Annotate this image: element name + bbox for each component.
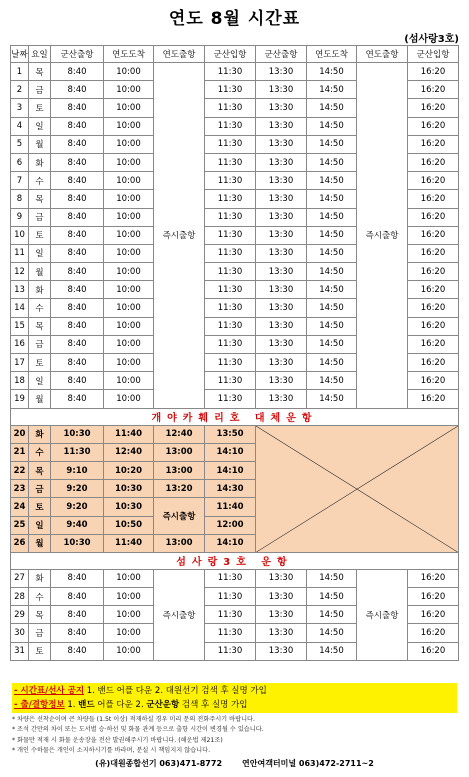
time-cell: 16:20 <box>408 606 459 624</box>
time-cell: 14:50 <box>307 244 357 262</box>
time-cell: 10:00 <box>104 588 154 606</box>
date-cell: 6 <box>11 153 29 171</box>
weekday-cell: 토 <box>29 226 51 244</box>
time-cell: 11:30 <box>205 153 256 171</box>
time-cell: 16:20 <box>408 117 459 135</box>
time-cell: 13:30 <box>256 317 307 335</box>
time-cell: 8:40 <box>51 588 104 606</box>
time-cell: 10:20 <box>104 461 154 479</box>
time-cell: 11:30 <box>205 172 256 190</box>
time-cell: 16:20 <box>408 335 459 353</box>
time-cell: 14:50 <box>307 99 357 117</box>
weekday-cell: 토 <box>29 498 51 516</box>
time-cell: 8:40 <box>51 135 104 153</box>
time-cell: 13:30 <box>256 172 307 190</box>
time-cell: 13:30 <box>256 263 307 281</box>
time-cell: 10:00 <box>104 135 154 153</box>
time-cell: 16:20 <box>408 642 459 660</box>
date-cell: 19 <box>11 390 29 408</box>
time-cell: 10:30 <box>51 425 104 443</box>
time-cell: 8:40 <box>51 569 104 587</box>
time-cell: 11:30 <box>205 190 256 208</box>
section-banner: 섬사랑3호 운항 <box>11 552 459 569</box>
time-cell: 10:00 <box>104 335 154 353</box>
time-cell: 11:30 <box>205 624 256 642</box>
time-cell: 8:40 <box>51 335 104 353</box>
table-header-row <box>11 46 459 63</box>
time-cell: 16:20 <box>408 354 459 372</box>
date-cell: 24 <box>11 498 29 516</box>
time-cell: 8:40 <box>51 624 104 642</box>
time-cell: 9:40 <box>51 516 104 534</box>
notice-text-schedule: 1. 밴드 어플 다운 2. 대원선기 검색 후 실명 가입 <box>84 686 267 696</box>
time-cell: 16:20 <box>408 226 459 244</box>
column-header: 군산출항 <box>51 46 104 63</box>
weekday-cell: 화 <box>29 281 51 299</box>
time-cell: 11:40 <box>104 534 154 552</box>
date-cell: 7 <box>11 172 29 190</box>
time-cell: 10:30 <box>104 480 154 498</box>
time-cell: 11:30 <box>205 208 256 226</box>
time-cell: 8:40 <box>51 317 104 335</box>
time-cell: 16:20 <box>408 135 459 153</box>
time-cell: 8:40 <box>51 172 104 190</box>
date-cell: 8 <box>11 190 29 208</box>
time-cell: 11:30 <box>205 117 256 135</box>
time-cell: 14:50 <box>307 153 357 171</box>
section-banner-row <box>11 552 459 569</box>
note-item: * 차량은 선착순이며 큰 차량들 (1.5t 이상) 적재하실 경우 미리 문의 전화주시기 바랍니다. <box>12 716 255 723</box>
time-cell: 13:30 <box>256 372 307 390</box>
time-cell: 13:30 <box>256 208 307 226</box>
time-cell: 13:30 <box>256 606 307 624</box>
time-cell: 11:30 <box>205 63 256 81</box>
date-cell: 17 <box>11 354 29 372</box>
time-cell: 10:00 <box>104 244 154 262</box>
time-cell: 14:50 <box>307 390 357 408</box>
weekday-cell: 금 <box>29 81 51 99</box>
notice-label-schedule: - 시간표/선사 공지 <box>14 686 85 696</box>
notes <box>12 715 462 757</box>
time-cell: 8:40 <box>51 281 104 299</box>
column-header: 연도도착 <box>307 46 357 63</box>
time-cell: 10:00 <box>104 281 154 299</box>
time-cell: 8:40 <box>51 390 104 408</box>
time-cell: 14:50 <box>307 226 357 244</box>
time-cell: 9:20 <box>51 498 104 516</box>
date-cell: 30 <box>11 624 29 642</box>
time-cell: 14:50 <box>307 569 357 587</box>
time-cell: 16:20 <box>408 208 459 226</box>
time-cell: 11:30 <box>205 588 256 606</box>
time-cell: 14:50 <box>307 172 357 190</box>
time-cell: 11:30 <box>205 226 256 244</box>
time-cell: 8:40 <box>51 372 104 390</box>
cancelled-cross-icon <box>256 426 458 552</box>
time-cell: 16:20 <box>408 569 459 587</box>
page-title: 연도 8월 시간표 <box>168 9 301 29</box>
time-cell: 13:50 <box>205 425 256 443</box>
vessel-name: (섬사랑3호) <box>404 34 459 45</box>
time-cell: 14:50 <box>307 190 357 208</box>
time-cell: 12:00 <box>205 516 256 534</box>
date-cell: 13 <box>11 281 29 299</box>
time-cell: 10:00 <box>104 606 154 624</box>
date-cell: 20 <box>11 425 29 443</box>
weekday-cell: 토 <box>29 354 51 372</box>
date-cell: 11 <box>11 244 29 262</box>
date-cell: 1 <box>11 63 29 81</box>
table-row <box>11 63 459 81</box>
notice-text-mid: 어플 다운 2. <box>94 700 147 710</box>
date-cell: 9 <box>11 208 29 226</box>
time-cell: 9:10 <box>51 461 104 479</box>
notice-line-1 <box>14 684 455 698</box>
weekday-cell: 수 <box>29 443 51 461</box>
date-cell: 3 <box>11 99 29 117</box>
time-cell: 10:00 <box>104 172 154 190</box>
date-cell: 27 <box>11 569 29 587</box>
time-cell: 8:40 <box>51 244 104 262</box>
time-cell: 14:50 <box>307 588 357 606</box>
time-cell: 13:30 <box>256 244 307 262</box>
note-item: * 화물만 적재 시 화물 운송장을 전산 발권해주시기 바랍니다. (해운법 제21조) <box>12 736 223 744</box>
date-cell: 31 <box>11 642 29 660</box>
weekday-cell: 금 <box>29 624 51 642</box>
immediate-departure-cell: 즉시출항 <box>357 569 408 660</box>
time-cell: 13:30 <box>256 99 307 117</box>
date-cell: 4 <box>11 117 29 135</box>
time-cell: 9:20 <box>51 480 104 498</box>
time-cell: 13:30 <box>256 117 307 135</box>
time-cell: 8:40 <box>51 263 104 281</box>
time-cell: 16:20 <box>408 390 459 408</box>
time-cell: 11:30 <box>205 354 256 372</box>
footer-contacts <box>0 758 469 769</box>
time-cell: 11:30 <box>205 244 256 262</box>
weekday-cell: 목 <box>29 190 51 208</box>
weekday-cell: 월 <box>29 390 51 408</box>
time-cell: 14:50 <box>307 354 357 372</box>
date-cell: 12 <box>11 263 29 281</box>
time-cell: 14:50 <box>307 208 357 226</box>
date-cell: 28 <box>11 588 29 606</box>
time-cell: 14:50 <box>307 606 357 624</box>
time-cell: 13:30 <box>256 281 307 299</box>
time-cell: 14:50 <box>307 117 357 135</box>
time-cell: 14:10 <box>205 461 256 479</box>
weekday-cell: 목 <box>29 317 51 335</box>
time-cell: 11:30 <box>205 299 256 317</box>
time-cell: 14:50 <box>307 372 357 390</box>
time-cell: 16:20 <box>408 81 459 99</box>
date-cell: 25 <box>11 516 29 534</box>
time-cell: 12:40 <box>104 443 154 461</box>
time-cell: 11:30 <box>205 569 256 587</box>
time-cell: 13:30 <box>256 569 307 587</box>
immediate-departure-cell: 즉시출항 <box>154 63 205 409</box>
time-cell: 8:40 <box>51 153 104 171</box>
footer-contact-company: (유)대원종합선기 063)471-8772 <box>95 759 223 768</box>
time-cell: 11:30 <box>205 372 256 390</box>
time-cell: 14:50 <box>307 335 357 353</box>
time-cell: 10:00 <box>104 642 154 660</box>
date-cell: 14 <box>11 299 29 317</box>
time-cell: 13:30 <box>256 624 307 642</box>
time-cell: 14:50 <box>307 281 357 299</box>
time-cell: 10:00 <box>104 299 154 317</box>
time-cell: 13:30 <box>256 153 307 171</box>
weekday-cell: 일 <box>29 372 51 390</box>
date-cell: 16 <box>11 335 29 353</box>
time-cell: 10:00 <box>104 208 154 226</box>
weekday-cell: 금 <box>29 335 51 353</box>
time-cell: 10:00 <box>104 190 154 208</box>
time-cell: 14:50 <box>307 299 357 317</box>
weekday-cell: 수 <box>29 588 51 606</box>
time-cell: 11:40 <box>104 425 154 443</box>
date-cell: 23 <box>11 480 29 498</box>
time-cell: 8:40 <box>51 117 104 135</box>
time-cell: 13:30 <box>256 390 307 408</box>
weekday-cell: 월 <box>29 263 51 281</box>
time-cell: 16:20 <box>408 172 459 190</box>
weekday-cell: 수 <box>29 299 51 317</box>
time-cell: 11:30 <box>205 81 256 99</box>
time-cell: 10:50 <box>104 516 154 534</box>
time-cell: 16:20 <box>408 190 459 208</box>
weekday-cell: 화 <box>29 569 51 587</box>
time-cell: 14:50 <box>307 642 357 660</box>
immediate-departure-cell: 즉시출항 <box>154 569 205 660</box>
weekday-cell: 화 <box>29 153 51 171</box>
time-cell: 14:10 <box>205 534 256 552</box>
time-cell: 14:50 <box>307 81 357 99</box>
time-cell: 8:40 <box>51 606 104 624</box>
time-cell: 13:30 <box>256 588 307 606</box>
time-cell: 8:40 <box>51 208 104 226</box>
time-cell: 16:20 <box>408 317 459 335</box>
cancelled-cell <box>256 425 459 552</box>
time-cell: 11:30 <box>205 99 256 117</box>
date-cell: 29 <box>11 606 29 624</box>
time-cell: 11:30 <box>205 135 256 153</box>
weekday-cell: 토 <box>29 99 51 117</box>
weekday-cell: 일 <box>29 516 51 534</box>
time-cell: 13:30 <box>256 354 307 372</box>
time-cell: 10:30 <box>51 534 104 552</box>
time-cell: 10:00 <box>104 390 154 408</box>
time-cell: 11:30 <box>205 317 256 335</box>
time-cell: 14:50 <box>307 135 357 153</box>
notice-box <box>12 683 457 713</box>
time-cell: 13:00 <box>154 534 205 552</box>
column-header: 군산입항 <box>408 46 459 63</box>
weekday-cell: 월 <box>29 135 51 153</box>
time-cell: 16:20 <box>408 263 459 281</box>
date-cell: 22 <box>11 461 29 479</box>
time-cell: 8:40 <box>51 190 104 208</box>
time-cell: 16:20 <box>408 63 459 81</box>
time-cell: 12:40 <box>154 425 205 443</box>
column-header: 연도도착 <box>104 46 154 63</box>
weekday-cell: 토 <box>29 642 51 660</box>
time-cell: 10:00 <box>104 81 154 99</box>
time-cell: 10:00 <box>104 354 154 372</box>
time-cell: 14:10 <box>205 443 256 461</box>
time-cell: 10:00 <box>104 372 154 390</box>
time-cell: 13:30 <box>256 335 307 353</box>
weekday-cell: 월 <box>29 534 51 552</box>
time-cell: 8:40 <box>51 81 104 99</box>
time-cell: 16:20 <box>408 624 459 642</box>
time-cell: 13:00 <box>154 461 205 479</box>
time-cell: 14:30 <box>205 480 256 498</box>
table-row <box>11 569 459 587</box>
time-cell: 13:00 <box>154 443 205 461</box>
weekday-cell: 금 <box>29 208 51 226</box>
time-cell: 11:30 <box>205 642 256 660</box>
time-cell: 11:30 <box>205 263 256 281</box>
time-cell: 10:00 <box>104 153 154 171</box>
time-cell: 11:30 <box>205 281 256 299</box>
column-header: 요일 <box>29 46 51 63</box>
note-item: * 조석 간만의 차이 또는 도서별 승·하선 및 화물 관계 등으로 출항 시간이 변경될 수 있습니다. <box>12 726 264 734</box>
column-header: 군산입항 <box>205 46 256 63</box>
weekday-cell: 일 <box>29 244 51 262</box>
weekday-cell: 일 <box>29 117 51 135</box>
time-cell: 8:40 <box>51 226 104 244</box>
date-cell: 21 <box>11 443 29 461</box>
notice-line-2 <box>14 698 455 712</box>
column-header: 군산출항 <box>256 46 307 63</box>
time-cell: 10:00 <box>104 117 154 135</box>
time-cell: 14:50 <box>307 263 357 281</box>
time-cell: 13:30 <box>256 135 307 153</box>
date-cell: 26 <box>11 534 29 552</box>
time-cell: 8:40 <box>51 642 104 660</box>
time-cell: 13:30 <box>256 642 307 660</box>
time-cell: 14:50 <box>307 624 357 642</box>
table-row <box>11 425 459 443</box>
date-cell: 2 <box>11 81 29 99</box>
time-cell: 11:30 <box>51 443 104 461</box>
time-cell: 16:20 <box>408 588 459 606</box>
notice-bold-keyword: 군산운항 <box>146 700 180 710</box>
time-cell: 11:30 <box>205 606 256 624</box>
time-cell: 16:20 <box>408 99 459 117</box>
time-cell: 10:00 <box>104 263 154 281</box>
weekday-cell: 목 <box>29 461 51 479</box>
time-cell: 11:30 <box>205 390 256 408</box>
notice-bold-band: 밴드 <box>78 700 95 710</box>
section-banner-row <box>11 408 459 425</box>
time-cell: 10:30 <box>104 498 154 516</box>
time-cell: 13:30 <box>256 63 307 81</box>
date-cell: 5 <box>11 135 29 153</box>
time-cell: 13:30 <box>256 299 307 317</box>
time-cell: 14:50 <box>307 63 357 81</box>
section-banner: 개야카훼리호 대체운항 <box>11 408 459 425</box>
notice-label-status: - 출/결항정보 <box>14 700 65 710</box>
notice-text-post: 검색 후 실명 가입 <box>179 700 248 710</box>
weekday-cell: 수 <box>29 172 51 190</box>
time-cell: 8:40 <box>51 354 104 372</box>
time-cell: 16:20 <box>408 153 459 171</box>
column-header: 연도출항 <box>154 46 205 63</box>
time-cell: 16:20 <box>408 372 459 390</box>
time-cell: 16:20 <box>408 281 459 299</box>
time-cell: 11:40 <box>205 498 256 516</box>
immediate-departure-cell: 즉시출항 <box>357 63 408 409</box>
timetable <box>10 45 459 661</box>
time-cell: 8:40 <box>51 99 104 117</box>
column-header: 날짜 <box>11 46 29 63</box>
weekday-cell: 금 <box>29 480 51 498</box>
time-cell: 13:30 <box>256 226 307 244</box>
time-cell: 16:20 <box>408 244 459 262</box>
time-cell: 10:00 <box>104 63 154 81</box>
weekday-cell: 목 <box>29 606 51 624</box>
time-cell: 8:40 <box>51 299 104 317</box>
weekday-cell: 화 <box>29 425 51 443</box>
footer-contact-terminal: 연안여객터미널 063)472-2711~2 <box>242 759 374 768</box>
time-cell: 14:50 <box>307 317 357 335</box>
time-cell: 8:40 <box>51 63 104 81</box>
notice-text-pre: 1. <box>64 700 79 710</box>
date-cell: 10 <box>11 226 29 244</box>
time-cell: 10:00 <box>104 317 154 335</box>
time-cell: 16:20 <box>408 299 459 317</box>
time-cell: 13:20 <box>154 480 205 498</box>
time-cell: 13:30 <box>256 81 307 99</box>
time-cell: 13:30 <box>256 190 307 208</box>
date-cell: 18 <box>11 372 29 390</box>
immediate-departure-cell: 즉시출항 <box>154 498 205 534</box>
weekday-cell: 목 <box>29 63 51 81</box>
time-cell: 10:00 <box>104 569 154 587</box>
column-header: 연도출항 <box>357 46 408 63</box>
time-cell: 10:00 <box>104 226 154 244</box>
time-cell: 11:30 <box>205 335 256 353</box>
date-cell: 15 <box>11 317 29 335</box>
time-cell: 10:00 <box>104 99 154 117</box>
time-cell: 10:00 <box>104 624 154 642</box>
note-item: * 개인 수하물은 개인이 소지하시기를 바라며, 분실 시 책임지지 않습니다. <box>12 747 211 755</box>
